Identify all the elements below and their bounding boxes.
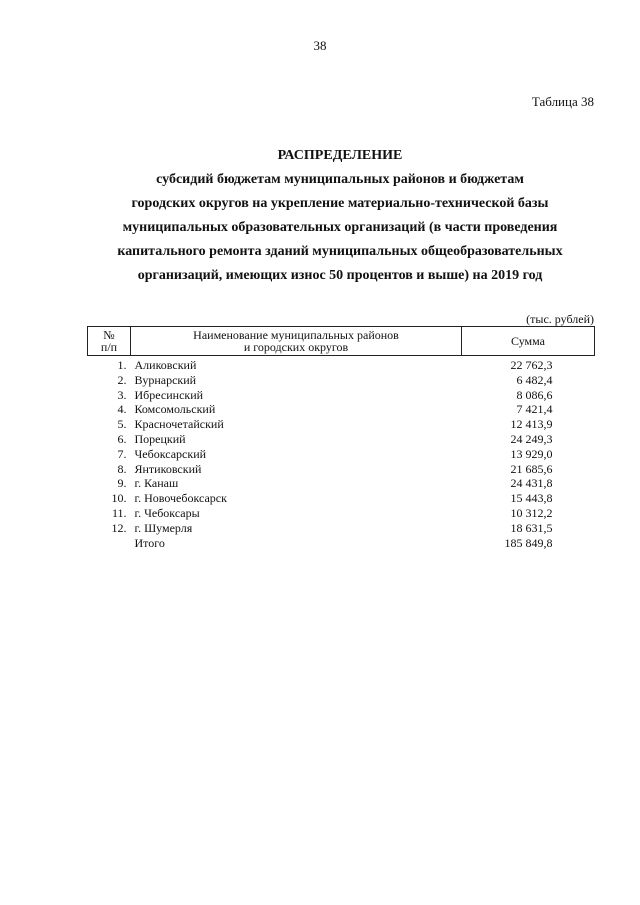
- title-line: муниципальных образовательных организаций (в части проведения: [122, 220, 558, 235]
- table-row: [88, 356, 595, 373]
- title-line: субсидий бюджетам муниципальных районов и бюджетам: [156, 172, 524, 187]
- title-line: капитального ремонта зданий муниципальных общеобразовательных: [117, 244, 563, 259]
- row-sum: 10 312,2: [510, 505, 553, 520]
- page-number: 38: [313, 38, 327, 53]
- row-number: 1.: [117, 358, 127, 372]
- row-number: 12.: [111, 520, 127, 535]
- header-name-line1: Наименование муниципальных районов: [193, 328, 399, 342]
- total-sum: 185 849,8: [504, 535, 553, 550]
- row-sum: 18 631,5: [510, 520, 553, 535]
- total-number: [88, 536, 131, 551]
- row-number: 5.: [117, 417, 127, 432]
- total-label: Итого: [134, 535, 165, 550]
- row-sum: 6 482,4: [516, 372, 553, 387]
- row-sum: 24 431,8: [510, 476, 553, 491]
- row-sum: 13 929,0: [510, 446, 553, 461]
- row-name: г. Новочебоксарск: [134, 491, 227, 506]
- row-sum: 15 443,8: [510, 491, 553, 506]
- table-row: [88, 462, 595, 477]
- table-row: [88, 417, 595, 432]
- table-row: [88, 491, 595, 506]
- row-sum: 7 421,4: [516, 402, 553, 417]
- row-name: г. Чебоксары: [134, 505, 200, 520]
- title-line: городских округов на укрепление материально-технической базы: [131, 196, 549, 211]
- header-name-line2: и городских округов: [243, 340, 349, 354]
- total-row: [88, 536, 595, 551]
- distribution-table: [87, 326, 595, 550]
- row-sum: 22 762,3: [510, 358, 553, 372]
- row-number: 6.: [117, 431, 127, 446]
- table-row: [88, 506, 595, 521]
- row-sum: 21 685,6: [510, 461, 553, 476]
- table-label: Таблица 38: [531, 94, 594, 109]
- units-label: (тыс. рублей): [526, 312, 594, 326]
- header-number: [88, 327, 131, 356]
- row-number: 8.: [117, 461, 127, 476]
- row-number: 2.: [117, 372, 127, 387]
- row-number: 3.: [117, 387, 127, 402]
- header-number-line1: №: [103, 328, 115, 342]
- row-name: Порецкий: [134, 431, 186, 446]
- row-name: г. Шумерля: [134, 520, 193, 535]
- row-name: Ибресинский: [134, 387, 204, 402]
- row-number: 10.: [111, 491, 127, 506]
- row-name: Комсомольский: [134, 402, 216, 417]
- table-row: [88, 447, 595, 462]
- row-number: 11.: [111, 505, 127, 520]
- table-row: [88, 432, 595, 447]
- header-sum: Сумма: [462, 327, 595, 356]
- row-number: 7.: [117, 446, 127, 461]
- row-name: Янтиковский: [134, 461, 202, 476]
- row-sum: 12 413,9: [510, 417, 553, 432]
- row-name: Красночетайский: [134, 417, 224, 432]
- table-header-row: [88, 327, 595, 356]
- table-row: [88, 402, 595, 417]
- row-name: Аликовский: [134, 358, 197, 372]
- document-title: [80, 144, 600, 288]
- row-name: Вурнарский: [134, 372, 197, 387]
- title-heading: РАСПРЕДЕЛЕНИЕ: [277, 148, 403, 163]
- table-row: [88, 373, 595, 388]
- row-name: г. Канаш: [134, 476, 179, 491]
- row-number: 9.: [117, 476, 127, 491]
- row-sum: 8 086,6: [516, 387, 553, 402]
- header-name: [131, 327, 462, 356]
- table-row: [88, 521, 595, 536]
- row-sum: 24 249,3: [510, 431, 553, 446]
- row-number: 4.: [117, 402, 127, 417]
- header-number-line2: п/п: [100, 340, 118, 354]
- title-line: организаций, имеющих износ 50 процентов и выше) на 2019 год: [137, 268, 543, 283]
- table-row: [88, 476, 595, 491]
- table-row: [88, 388, 595, 403]
- row-name: Чебоксарский: [134, 446, 207, 461]
- table-body: [88, 356, 595, 551]
